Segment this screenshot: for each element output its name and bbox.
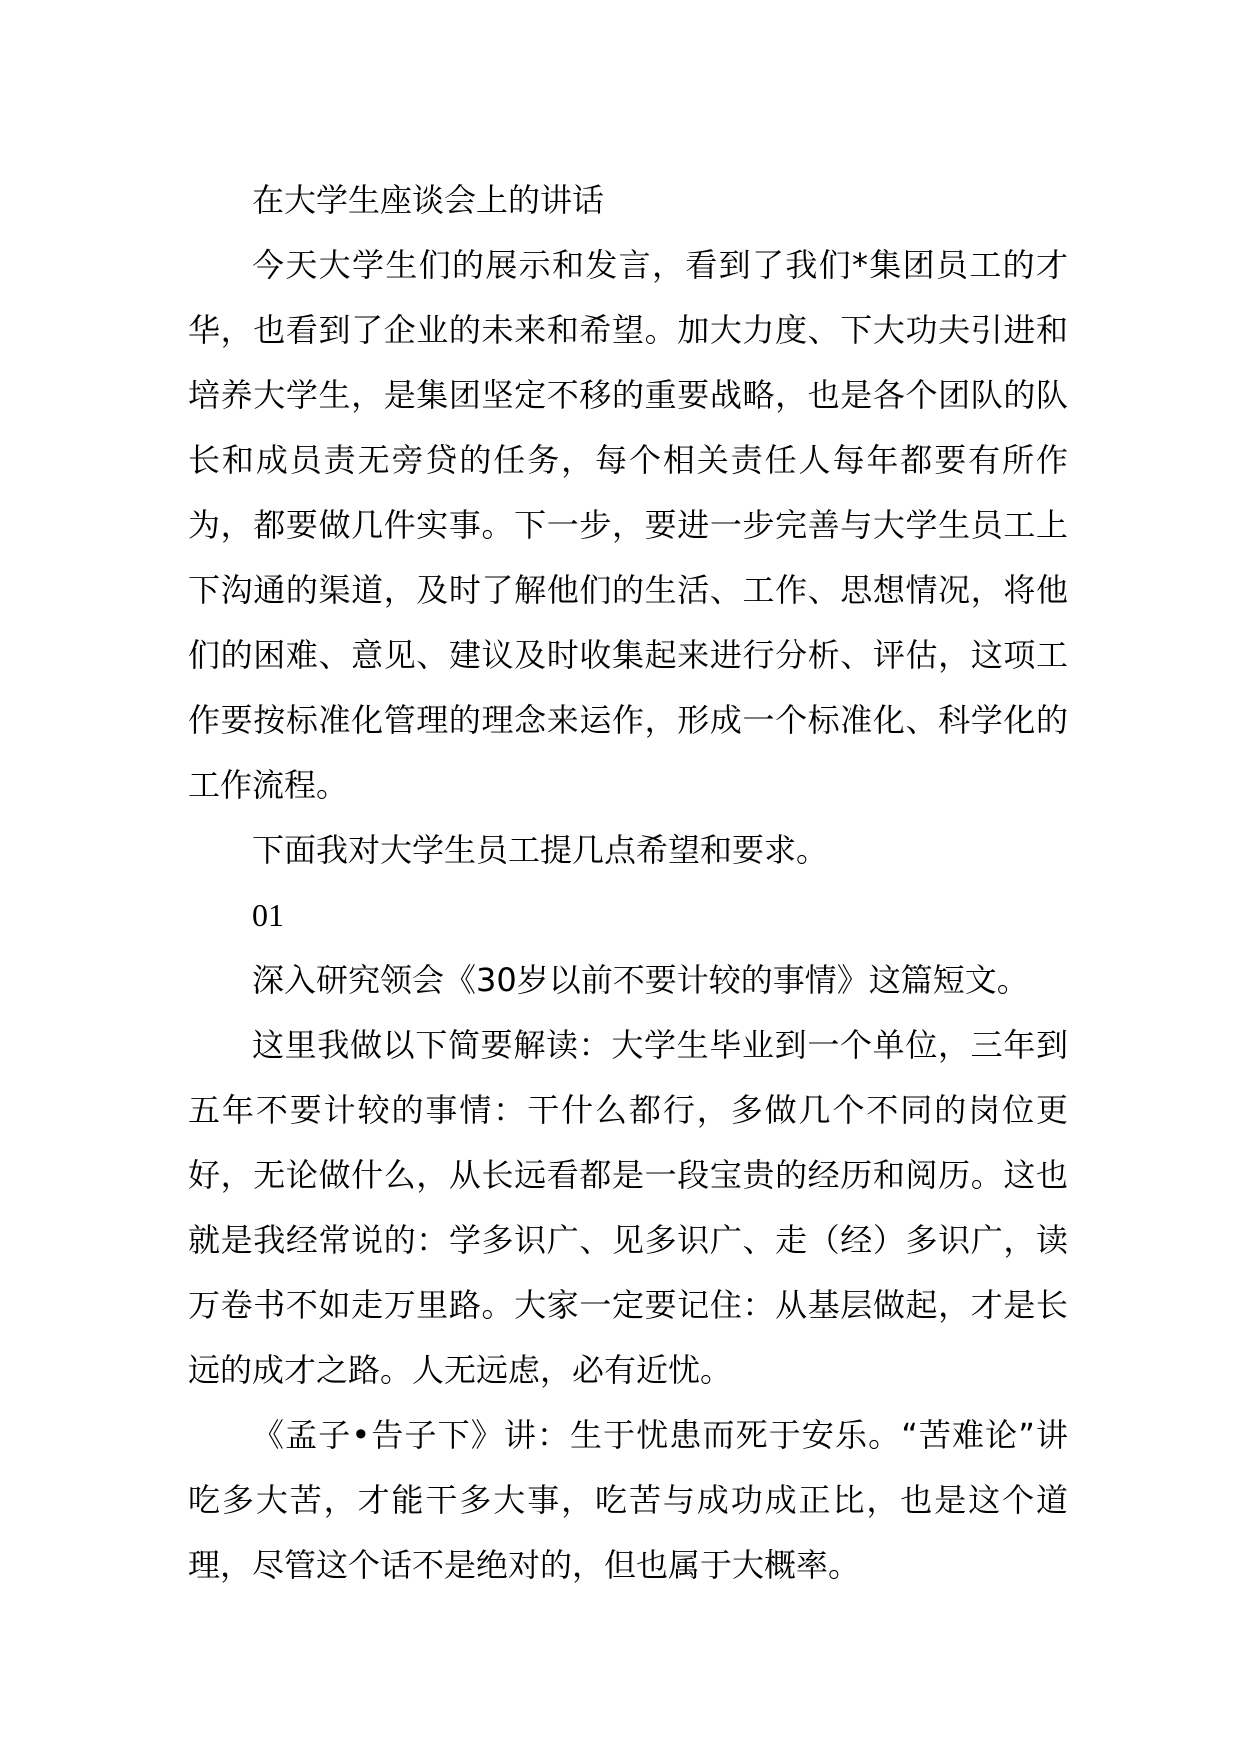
document-body xyxy=(188,168,1068,1598)
section-number: 01 xyxy=(252,897,284,933)
paragraph: 下面我对大学生员工提几点希望和要求。 xyxy=(252,831,829,869)
document-title: 在大学生座谈会上的讲话 xyxy=(252,181,605,219)
paragraph: 这里我做以下简要解读：大学生毕业到一个单位，三年到五年不要计较的事情：干什么都行，多做几个不同的岗位更好，无论做什么，从长远看都是一段宝贵的经历和阅历。这也就是我经常说的：学多识广、见多识广、走（经）多识广，读万卷书不如走万里路。大家一定要记住：从基层做起，才是长远的成才之路。人无远虑，必有近忧。 xyxy=(188,1026,1068,1389)
paragraph: 今天大学生们的展示和发言，看到了我们*集团员工的才华，也看到了企业的未来和希望。加大力度、下大功夫引进和培养大学生，是集团坚定不移的重要战略，也是各个团队的队长和成员责无旁贷的任务，每个相关责任人每年都要有所作为，都要做几件实事。下一步，要进一步完善与大学生员工上下沟通的渠道，及时了解他们的生活、工作、思想情况，将他们的困难、意见、建议及时收集起来进行分析、评估，这项工作要按标准化管理的理念来运作，形成一个标准化、科学化的工作流程。 xyxy=(188,246,1068,804)
paragraph: 深入研究领会《30岁以前不要计较的事情》这篇短文。 xyxy=(252,961,1029,999)
paragraph: 《孟子•告子下》讲：生于忧患而死于安乐。“苦难论”讲吃多大苦，才能干多大事，吃苦与成功成正比，也是这个道理，尽管这个话不是绝对的，但也属于大概率。 xyxy=(188,1416,1068,1584)
